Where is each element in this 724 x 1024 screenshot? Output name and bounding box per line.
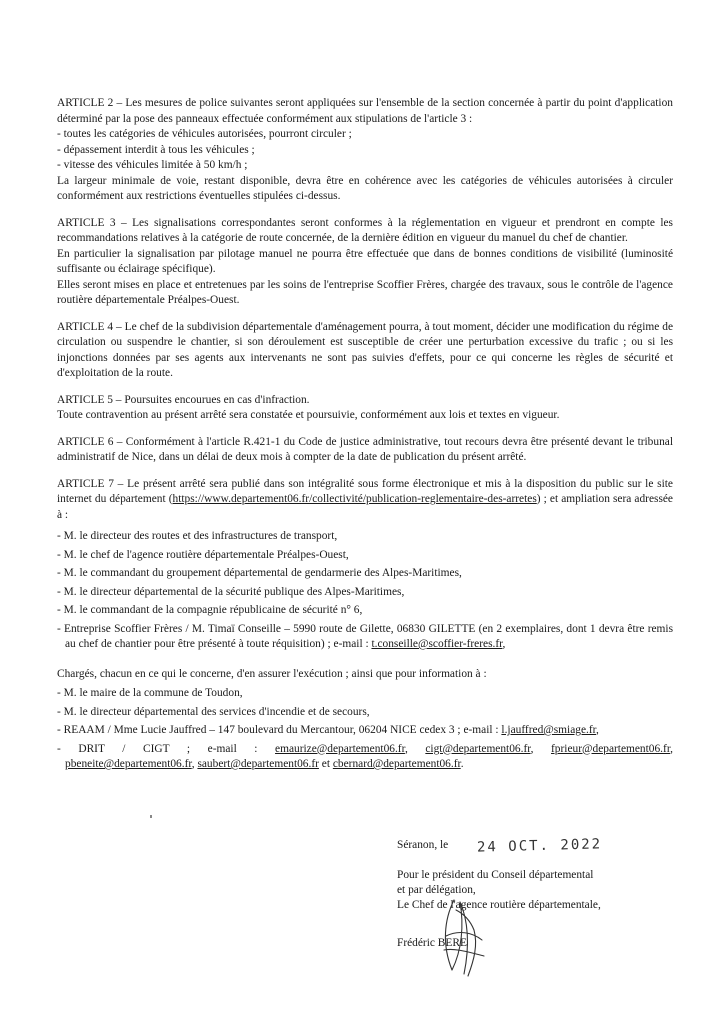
article-7-text: ARTICLE 7 – Le présent arrêté sera publié dans son intégralité sous forme électronique et mis à la disposition du public sur le site internet du département ( bbox=[57, 477, 673, 505]
recipient-list bbox=[57, 529, 673, 653]
publication-link[interactable]: https://www.departement06.fr/collectivité/publication-reglementaire-des-arretes bbox=[172, 493, 537, 505]
delegation-line: Le Chef de l'agence routière départementale, bbox=[397, 899, 601, 911]
article-4: ARTICLE 4 – Le chef de la subdivision départementale d'aménagement pourra, à tout moment, décider une modification du régime de circulation ou suspendre le chantier, si son déroulement est susceptible de créer une perturbation excessive du trafic ; ou si les injonctions données par ses agents aux intervenants ne sont pas suivies d'effets, pour ce qui concerne les règles de sécurité et d'exploitation de la route. bbox=[57, 320, 673, 379]
article-7 bbox=[57, 477, 673, 524]
separator: , bbox=[404, 742, 426, 755]
article-3-paragraph: En particulier la signalisation par pilotage manuel ne pourra être effectuée que dans de bonnes conditions de visibilité (luminosité suffisante ou éclairage spécifique). bbox=[57, 247, 673, 275]
charges-intro: Chargés, chacun en ce qui le concerne, d'en assurer l'exécution ; ainsi que pour information à : bbox=[57, 667, 487, 680]
signatory-name: Frédéric BERE bbox=[397, 937, 467, 949]
recipient-item: - M. le commandant du groupement départemental de gendarmerie des Alpes-Maritimes, bbox=[57, 567, 462, 579]
article-2-item: - dépassement interdit à tous les véhicules ; bbox=[57, 143, 255, 156]
recipient-item: - M. le directeur départemental de la sécurité publique des Alpes-Maritimes, bbox=[57, 585, 405, 598]
conjunction: et bbox=[318, 758, 333, 770]
handwritten-signature bbox=[434, 890, 494, 980]
drit-email-link[interactable]: pbeneite@departement06.fr bbox=[65, 758, 192, 770]
separator: , bbox=[191, 758, 198, 770]
article-6: ARTICLE 6 – Conformément à l'article R.421-1 du Code de justice administrative, tout recours devra être présenté devant le tribunal administratif de Nice, dans un délai de deux mois à compter de la date de publication du présent arrêté. bbox=[57, 435, 673, 463]
delegation-line: Pour le président du Conseil départemental bbox=[397, 869, 594, 881]
drit-text: - DRIT / CIGT ; e-mail : bbox=[57, 742, 276, 755]
article-3-paragraph: Elles seront mises en place et entretenues par les soins de l'entreprise Scoffier Frères, chargée des travaux, sous le contrôle de l'agence routière départementale Préalpes-Ouest. bbox=[57, 278, 673, 306]
article-2-intro: ARTICLE 2 – Les mesures de police suivantes seront appliquées sur l'ensemble de la section concernée à partir du point d'application déterminé par la pose des panneaux effectuée conformément aux stipulations de l'article 3 : bbox=[57, 97, 673, 125]
place-line: Séranon, le bbox=[397, 839, 449, 851]
reaam-email-link[interactable]: l.jauffred@smiage.fr bbox=[501, 724, 596, 736]
separator: , bbox=[670, 742, 674, 755]
entreprise-email-link[interactable]: t.conseille@scoffier-freres.fr bbox=[371, 638, 503, 650]
information-item: - M. le maire de la commune de Toudon, bbox=[57, 687, 243, 699]
information-list bbox=[57, 686, 673, 773]
period: . bbox=[460, 758, 464, 770]
article-5-title: ARTICLE 5 – Poursuites encourues en cas d'infraction. bbox=[57, 393, 310, 406]
article-2 bbox=[57, 96, 673, 205]
information-item-drit bbox=[57, 742, 673, 773]
article-2-closing: La largeur minimale de voie, restant disponible, devra être en cohérence avec les catégories de véhicules autorisées à circuler conformément aux restrictions éventuelles stipulées ci-dessus. bbox=[57, 174, 673, 202]
date-stamp: 24 OCT. 2022 bbox=[476, 836, 603, 856]
article-7-text-end: ) ; et ampliation sera adressée à : bbox=[57, 493, 673, 521]
article-3-paragraph: ARTICLE 3 – Les signalisations correspondantes seront conformes à la réglementation en vigueur et prendront en compte les recommandations relatives à la catégorie de route concernée, de la dernière édition en vigueur du manuel du chef de chantier. bbox=[57, 216, 673, 244]
reaam-text: - REAAM / Mme Lucie Jauffred – 147 boulevard du Mercantour, 06204 NICE cedex 3 ; e-mail : bbox=[57, 724, 502, 736]
drit-email-link[interactable]: emaurize@departement06.fr bbox=[275, 742, 405, 755]
scan-mark bbox=[150, 815, 154, 819]
recipient-item: - M. le chef de l'agence routière départementale Préalpes-Ouest, bbox=[57, 548, 349, 561]
recipient-item: - M. le commandant de la compagnie républicaine de sécurité n° 6, bbox=[57, 604, 363, 616]
delegation-line: et par délégation, bbox=[397, 884, 476, 896]
article-2-item: - vitesse des véhicules limitée à 50 km/h ; bbox=[57, 159, 248, 171]
recipient-item-entreprise bbox=[57, 622, 673, 653]
document-body bbox=[57, 96, 673, 776]
article-5-text: Toute contravention au présent arrêté sera constatée et poursuivie, conformément aux lois et textes en vigueur. bbox=[57, 409, 560, 421]
article-3 bbox=[57, 216, 673, 309]
drit-email-link[interactable]: saubert@departement06.fr bbox=[197, 758, 319, 770]
entreprise-end: , bbox=[502, 638, 506, 650]
reaam-end: , bbox=[596, 724, 599, 736]
drit-email-link[interactable]: cigt@departement06.fr bbox=[425, 742, 531, 755]
separator: , bbox=[530, 742, 552, 755]
information-item: - M. le directeur départemental des services d'incendie et de secours, bbox=[57, 705, 370, 718]
entreprise-text: - Entreprise Scoffier Frères / M. Timaï Conseille – 5990 route de Gilette, 06830 GILETTE (en 2 exemplaires, dont 1 devra être remis au chef de chantier pour être présenté à toute réquisition) ; e-mail : bbox=[57, 622, 673, 650]
article-2-item: - toutes les catégories de véhicules autorisées, pourront circuler ; bbox=[57, 128, 352, 140]
drit-email-link[interactable]: fprieur@departement06.fr bbox=[551, 742, 671, 755]
drit-email-link[interactable]: cbernard@departement06.fr bbox=[332, 758, 461, 770]
information-item-reaam bbox=[57, 723, 673, 739]
article-5 bbox=[57, 393, 673, 424]
recipient-item: - M. le directeur des routes et des infrastructures de transport, bbox=[57, 530, 338, 542]
